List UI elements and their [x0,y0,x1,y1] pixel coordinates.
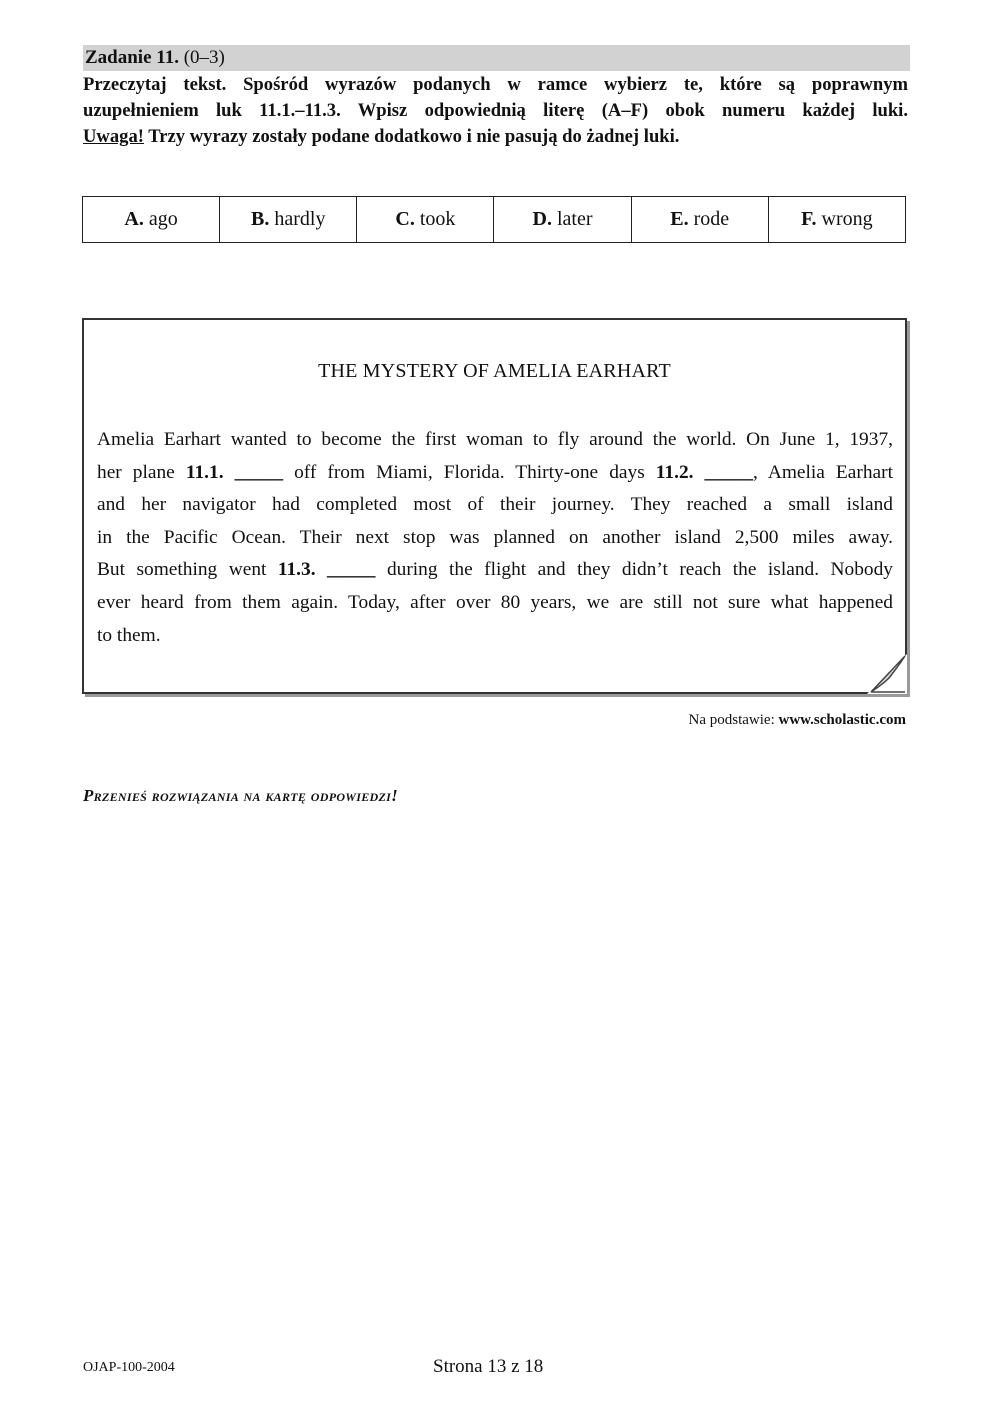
option-word: wrong [816,208,873,230]
word-option-c [357,197,494,243]
instruction-line: Przeczytaj tekst. Spośród wyrazów podanych w ramce wybierz te, które są poprawnym [83,74,908,95]
option-word: rode [688,208,730,230]
option-letter: D. [532,208,552,230]
option-word: later [552,208,593,230]
page-number: Strona 13 z 18 [433,1356,544,1377]
passage-box [82,318,907,694]
passage-line [97,457,893,490]
option-letter: A. [124,208,144,230]
source-label: Na podstawie: [688,712,779,728]
option-letter: B. [251,208,270,230]
passage-title: THE MYSTERY OF AMELIA EARHART [318,360,671,382]
passage-line [97,554,893,587]
word-option-a [83,197,220,243]
exam-code: OJAP-100-2004 [83,1360,175,1375]
passage-fragment: , Amelia Earhart [753,461,893,483]
gap-11-1[interactable]: 11.1. _____ [185,461,284,483]
task-title: Zadanie 11. [85,47,179,68]
passage-line: ever heard from them again. Today, after over 80 years, we are still not sure what happened [97,591,893,613]
option-word: took [414,208,456,230]
passage-line: in the Pacific Ocean. Their next stop was planned on another island 2,500 miles away. [97,526,893,548]
option-letter: E. [670,208,689,230]
passage-line: and her navigator had completed most of their journey. They reached a small island [97,494,893,516]
note-label: Uwaga! [83,126,144,147]
option-word: hardly [269,208,326,230]
note-text: Trzy wyrazy zostały podane dodatkowo i nie pasują do żadnej luki. [143,126,680,147]
source-citation [689,712,906,729]
gap-11-3[interactable]: 11.3. _____ [277,559,376,581]
page-curl-icon [867,654,907,694]
word-bank [82,196,906,243]
task-header [83,45,910,71]
instruction-note [83,124,908,150]
passage-text [97,424,893,652]
source-url: www.scholastic.com [778,712,906,728]
passage-fragment: off from Miami, Florida. Thirty-one days [283,461,656,483]
option-letter: F. [801,208,817,230]
instruction-line: uzupełnieniem luk 11.1.–11.3. Wpisz odpowiednią literę (A–F) obok numeru każdej luki. [83,100,908,121]
gap-11-2[interactable]: 11.2. _____ [655,461,754,483]
passage-line: to them. [97,624,161,646]
option-letter: C. [395,208,415,230]
word-option-f [768,197,905,243]
transfer-note: Przenieś rozwiązania na kartę odpowiedzi! [83,786,399,805]
task-instructions [83,72,908,150]
word-option-b [220,197,357,243]
passage-fragment: But something went [97,559,278,581]
passage-line: Amelia Earhart wanted to become the first woman to fly around the world. On June 1, 1937, [97,429,893,450]
option-word: ago [143,208,178,230]
word-option-e [631,197,768,243]
word-option-d [494,197,631,243]
task-points: (0–3) [183,47,225,68]
passage-fragment: her plane [97,461,186,483]
passage-fragment: during the flight and they didn’t reach the island. Nobody [375,559,893,581]
